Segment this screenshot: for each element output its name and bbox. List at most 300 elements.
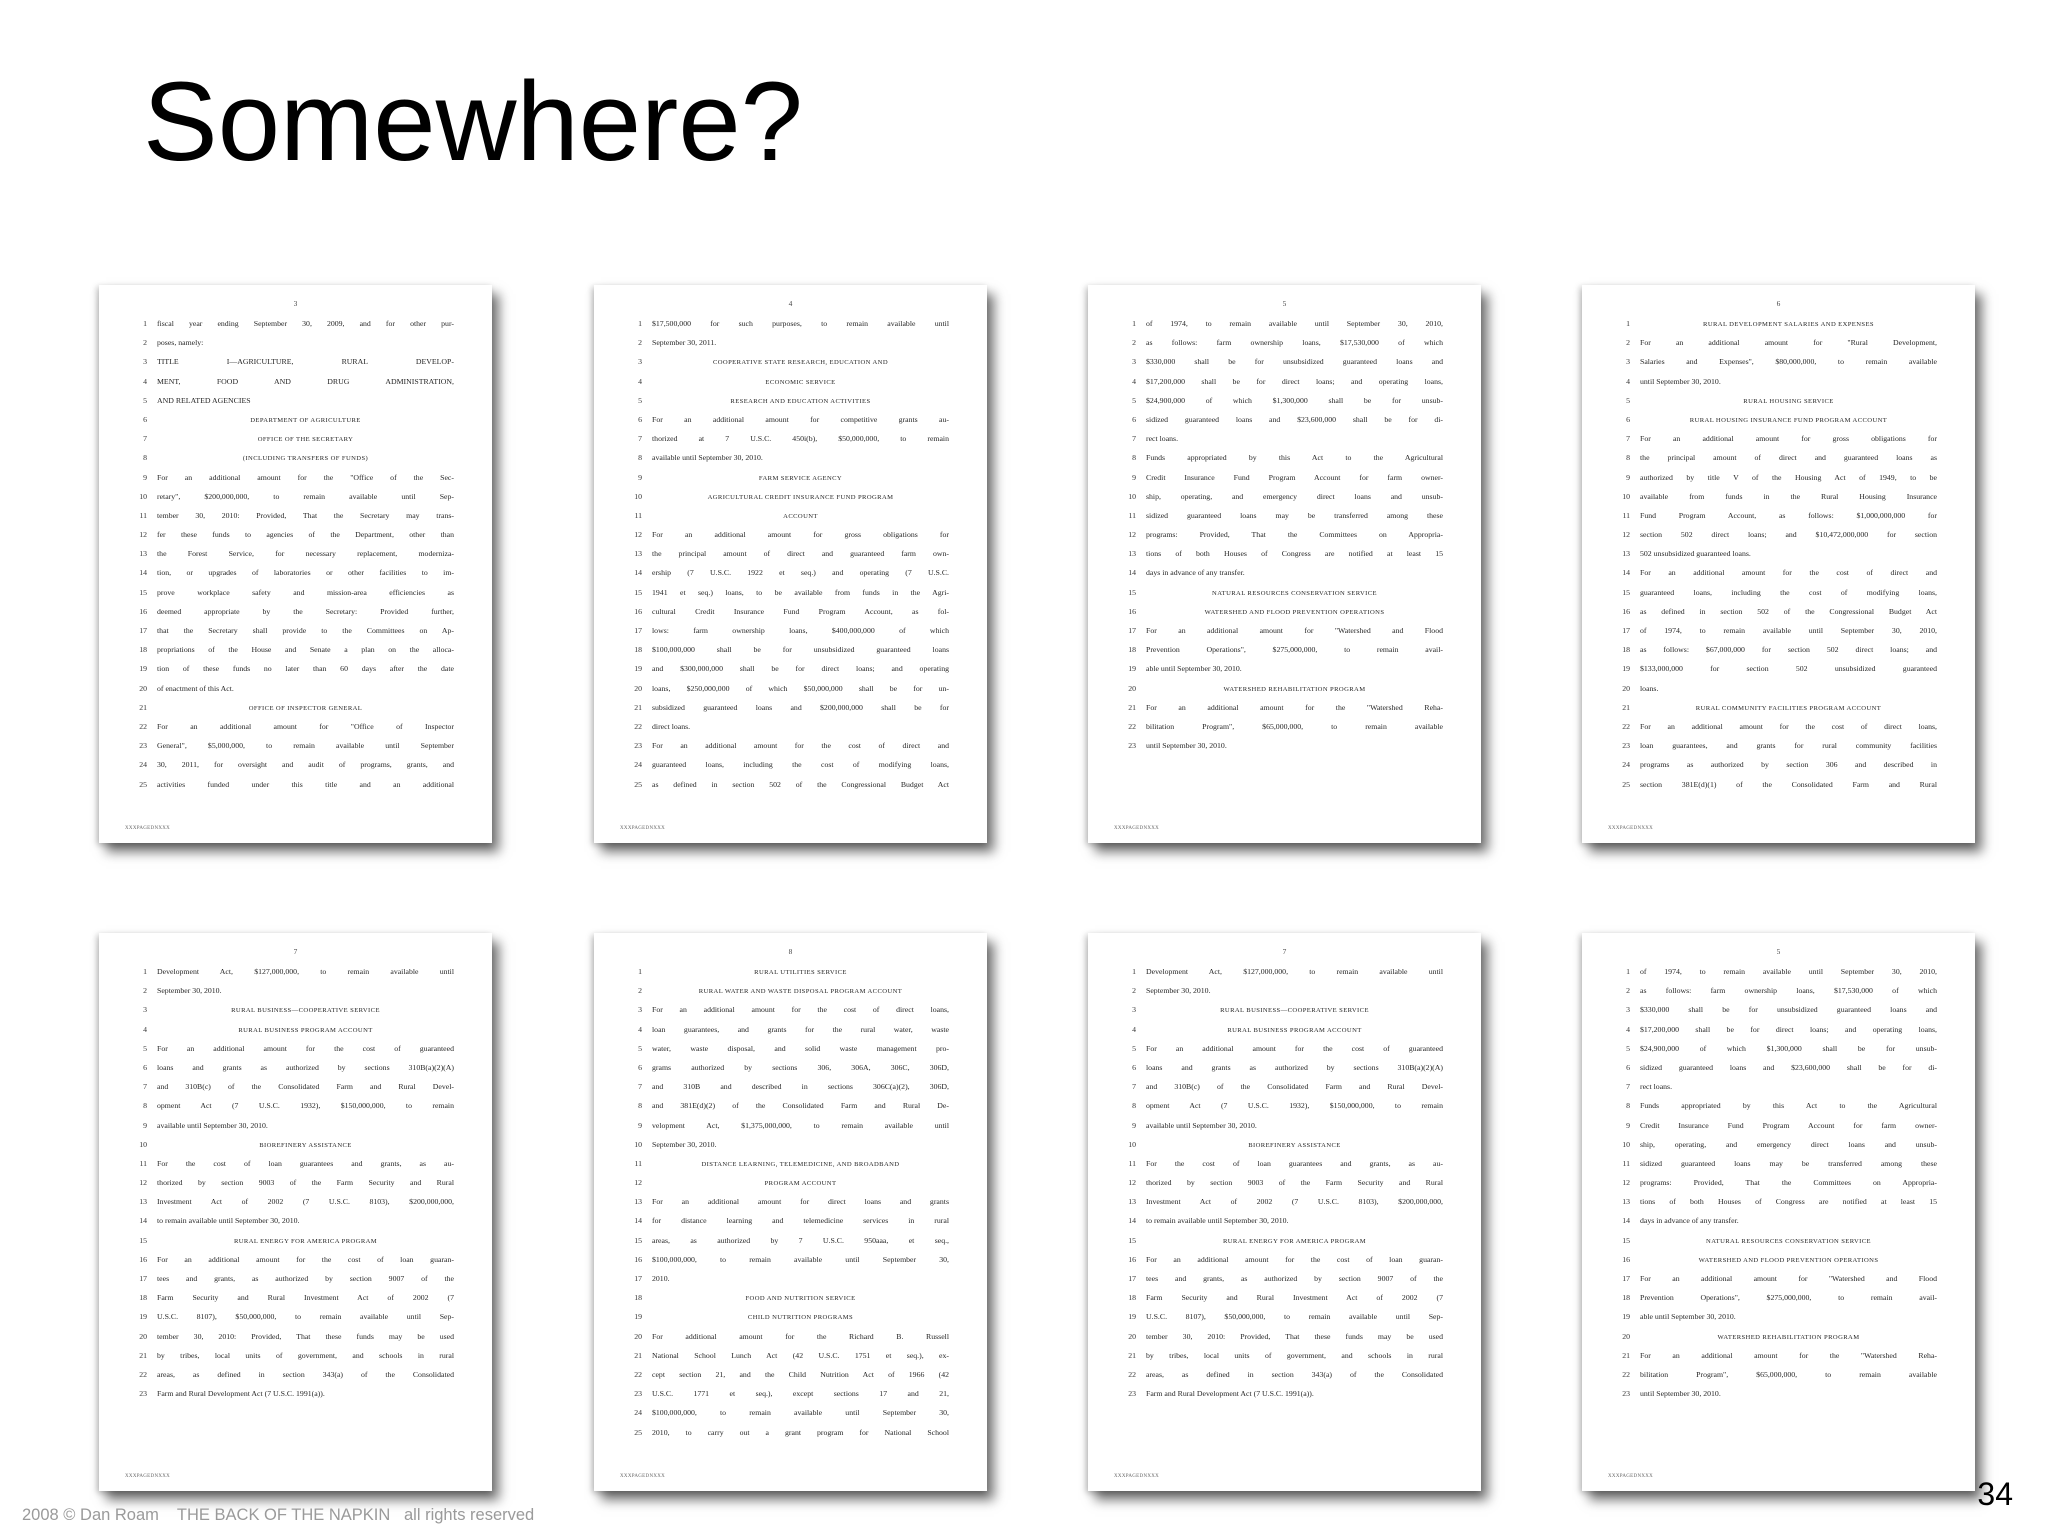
line-number: 15 — [139, 587, 147, 597]
line-number: 1 — [1132, 967, 1136, 976]
text-line — [622, 1159, 949, 1178]
line-text: MENT, FOOD AND DRUG ADMINISTRATION, — [157, 376, 454, 386]
line-text: as follows: farm ownership loans, $17,530,000 of which — [1146, 338, 1443, 348]
section-heading: OFFICE OF INSPECTOR GENERAL — [248, 704, 363, 712]
line-number: 10 — [1128, 491, 1136, 501]
line-number: 14 — [139, 1216, 147, 1226]
line-text: bilitation Program", $65,000,000, to remain available — [1640, 1369, 1937, 1379]
text-line — [622, 1197, 949, 1216]
line-number: 19 — [1128, 1312, 1136, 1322]
line-text: thorized by section 9003 of the Farm Security and Rural — [1146, 1178, 1443, 1188]
page-footer-code: XXXPAGEDNXXX — [1114, 1474, 1160, 1479]
line-text: For an additional amount for the "Watershed Reha- — [1640, 1350, 1937, 1360]
line-text: until September 30, 2010. — [1640, 376, 1721, 386]
section-heading: RURAL BUSINESS PROGRAM ACCOUNT — [1227, 1026, 1362, 1034]
text-line — [1610, 453, 1937, 472]
line-number: 20 — [634, 683, 642, 693]
text-line — [622, 1312, 949, 1331]
text-line — [1116, 1178, 1443, 1197]
line-text: Farm and Rural Development Act (7 U.S.C. 1991(a)). — [1146, 1389, 1314, 1399]
line-text: as follows: $67,000,000 for section 502 direct loans; and — [1640, 645, 1937, 655]
line-text: Salaries and Expenses", $80,000,000, to remain available — [1640, 357, 1937, 367]
line-number: 9 — [1626, 472, 1630, 482]
page-footer-code: XXXPAGEDNXXX — [620, 1474, 666, 1479]
text-line — [127, 377, 454, 396]
line-text: by tribes, local units of government, and schools in rural — [157, 1350, 454, 1360]
line-text: Development Act, $127,000,000, to remain available until — [157, 967, 454, 976]
text-line — [1116, 396, 1443, 415]
text-line — [1610, 1178, 1937, 1197]
text-line — [622, 1178, 949, 1197]
line-text: For an additional amount for the cost of direct loans, — [652, 1005, 949, 1015]
line-text: tember 30, 2010: Provided, That these funds may be used — [1146, 1331, 1443, 1341]
text-line — [622, 1063, 949, 1082]
line-number: 9 — [143, 1120, 147, 1130]
line-number: 9 — [1132, 472, 1136, 482]
text-line — [622, 684, 949, 703]
line-number: 19 — [1128, 664, 1136, 674]
line-number: 2 — [638, 986, 642, 996]
line-text: $100,000,000, to remain available until September 30, — [652, 1408, 949, 1418]
line-text: until September 30, 2010. — [1640, 1389, 1721, 1399]
line-number: 17 — [634, 626, 642, 635]
line-number: 1 — [1626, 319, 1630, 328]
page-text-lines — [622, 319, 949, 799]
line-number: 8 — [1626, 453, 1630, 463]
line-text: velopment Act, $1,375,000,000, to remain available until — [652, 1120, 949, 1130]
text-line — [1610, 1025, 1937, 1044]
text-line — [622, 1140, 949, 1159]
text-line — [1610, 338, 1937, 357]
line-text: September 30, 2010. — [157, 986, 222, 996]
text-line — [127, 741, 454, 760]
page-number: 4 — [788, 299, 793, 308]
page-number: 7 — [1282, 947, 1287, 956]
line-text: for distance learning and telemedicine services in rural — [652, 1216, 949, 1226]
text-line — [1610, 1293, 1937, 1312]
text-line — [127, 1025, 454, 1044]
text-line — [1610, 473, 1937, 492]
text-line — [127, 722, 454, 741]
line-text: days in advance of any transfer. — [1146, 568, 1245, 578]
text-line — [1610, 1101, 1937, 1120]
line-number: 4 — [638, 1024, 642, 1034]
line-text: the principal amount of direct and guaranteed farm own- — [652, 549, 949, 559]
line-text: of 1974, to remain available until September 30, 2010, — [1640, 626, 1937, 635]
section-heading: CHILD NUTRITION PROGRAMS — [747, 1314, 854, 1322]
line-number: 22 — [139, 721, 147, 731]
slide-footer-copyright: 2008 © Dan Roam THE BACK OF THE NAPKIN all rights reserved — [22, 1506, 535, 1524]
line-number: 11 — [1622, 1158, 1630, 1168]
line-number: 24 — [139, 760, 147, 770]
text-line — [127, 1216, 454, 1235]
text-line — [1610, 1332, 1937, 1351]
line-number: 23 — [139, 1389, 147, 1399]
text-line — [1116, 1274, 1443, 1293]
line-number: 22 — [1622, 721, 1630, 731]
text-line — [622, 1255, 949, 1274]
text-line — [1116, 549, 1443, 568]
text-line — [1116, 492, 1443, 511]
line-number: 11 — [1128, 510, 1136, 520]
line-number: 20 — [1128, 1331, 1136, 1341]
text-line — [127, 1140, 454, 1159]
text-line — [1116, 986, 1443, 1005]
text-line — [1610, 1312, 1937, 1331]
page-footer-code: XXXPAGEDNXXX — [1608, 826, 1654, 831]
line-number: 11 — [1128, 1158, 1136, 1168]
text-line — [1116, 1236, 1443, 1255]
line-text: opment Act (7 U.S.C. 1932), $150,000,000, to remain — [1146, 1101, 1443, 1111]
line-number: 3 — [1132, 357, 1136, 367]
line-number: 13 — [1128, 549, 1136, 559]
line-text: thorized at 7 U.S.C. 450i(b), $50,000,000, to remain — [652, 434, 949, 444]
line-number: 15 — [634, 1235, 642, 1245]
line-number: 13 — [634, 549, 642, 559]
line-text: Funds appropriated by this Act to the Agricultural — [1146, 453, 1443, 463]
line-text: For an additional amount for "Rural Development, — [1640, 338, 1937, 348]
line-number: 8 — [1132, 1101, 1136, 1111]
section-heading: RURAL BUSINESS PROGRAM ACCOUNT — [238, 1026, 373, 1034]
text-line — [622, 1044, 949, 1063]
document-page — [1582, 285, 1975, 843]
text-line — [1116, 530, 1443, 549]
text-line — [1610, 1370, 1937, 1389]
line-text: loans. — [1640, 683, 1659, 693]
text-line — [1610, 415, 1937, 434]
section-heading: NATURAL RESOURCES CONSERVATION SERVICE — [1706, 1237, 1871, 1245]
line-number: 17 — [139, 1274, 147, 1283]
line-number: 7 — [638, 434, 642, 444]
line-number: 9 — [638, 1120, 642, 1130]
line-text: $330,000 shall be for unsubsidized guaranteed loans and — [1146, 357, 1443, 367]
line-text: $330,000 shall be for unsubsidized guaranteed loans and — [1640, 1005, 1937, 1015]
text-line — [622, 319, 949, 338]
text-line — [127, 703, 454, 722]
line-text: fiscal year ending September 30, 2009, and for other pur- — [157, 319, 454, 328]
text-line — [1116, 626, 1443, 645]
text-line — [622, 396, 949, 415]
line-text: available until September 30, 2010. — [1146, 1120, 1257, 1130]
text-line — [1116, 588, 1443, 607]
text-line — [622, 588, 949, 607]
text-line — [1116, 357, 1443, 376]
line-number: 23 — [634, 741, 642, 751]
line-text: Fund Program Account, as follows: $1,000,000,000 for — [1640, 510, 1937, 520]
text-line — [127, 645, 454, 664]
document-page — [99, 933, 492, 1491]
text-line — [622, 530, 949, 549]
line-text: by tribes, local units of government, and schools in rural — [1146, 1350, 1443, 1360]
text-line — [127, 549, 454, 568]
section-heading: RURAL WATER AND WASTE DISPOSAL PROGRAM ACCOUNT — [698, 988, 903, 996]
line-text: 30, 2011, for oversight and audit of programs, grants, and — [157, 760, 454, 770]
line-number: 12 — [1622, 530, 1630, 540]
section-heading: (INCLUDING TRANSFERS OF FUNDS) — [242, 455, 369, 463]
page-text-lines — [1116, 319, 1443, 760]
slide-number: 34 — [1977, 1476, 2013, 1512]
line-number: 2 — [1626, 338, 1630, 348]
line-number: 4 — [1626, 1024, 1630, 1034]
line-number: 24 — [634, 760, 642, 770]
line-text: and 310B(c) of the Consolidated Farm and Rural Devel- — [1146, 1082, 1443, 1092]
line-text: For an additional amount for gross obligations for — [1640, 434, 1937, 444]
text-line — [622, 626, 949, 645]
text-line — [622, 1389, 949, 1408]
line-number: 21 — [139, 702, 147, 712]
line-number: 16 — [634, 1254, 642, 1264]
page-footer-code: XXXPAGEDNXXX — [125, 826, 171, 831]
section-heading: RURAL HOUSING INSURANCE FUND PROGRAM ACCOUNT — [1689, 416, 1888, 424]
text-line — [1116, 1159, 1443, 1178]
line-number: 22 — [1128, 1369, 1136, 1379]
line-number: 25 — [1622, 779, 1630, 789]
line-number: 18 — [634, 645, 642, 655]
line-text: loan guarantees, and grants for the rural water, waste — [652, 1024, 949, 1034]
line-number: 17 — [634, 1274, 642, 1283]
text-line — [1116, 1063, 1443, 1082]
line-number: 7 — [1626, 1082, 1630, 1092]
line-number: 9 — [143, 472, 147, 482]
line-text: subsidized guaranteed loans and $200,000,000 shall be for — [652, 702, 949, 712]
line-text: General", $5,000,000, to remain available until September — [157, 741, 454, 751]
section-heading: PROGRAM ACCOUNT — [764, 1180, 837, 1188]
text-line — [127, 588, 454, 607]
line-number: 22 — [634, 721, 642, 731]
document-page — [594, 933, 987, 1491]
line-number: 16 — [1128, 606, 1136, 616]
text-line — [622, 1351, 949, 1370]
text-line — [622, 741, 949, 760]
line-text: For an additional amount for direct loans and grants — [652, 1197, 949, 1207]
line-text: For an additional amount for gross obligations for — [652, 530, 949, 540]
page-text-lines — [127, 319, 454, 799]
line-number: 6 — [143, 414, 147, 424]
document-page — [1582, 933, 1975, 1491]
line-text: For an additional amount for the "Office of the Sec- — [157, 472, 454, 482]
text-line — [622, 986, 949, 1005]
text-line — [1610, 722, 1937, 741]
text-line — [127, 1274, 454, 1293]
line-number: 15 — [1128, 587, 1136, 597]
line-text: bilitation Program", $65,000,000, to remain available — [1146, 721, 1443, 731]
line-text: $100,000,000 shall be for unsubsidized guaranteed loans — [652, 645, 949, 655]
line-number: 10 — [1622, 491, 1630, 501]
line-number: 25 — [634, 779, 642, 789]
line-number: 23 — [1128, 1389, 1136, 1399]
line-text: Investment Act of 2002 (7 U.S.C. 8103), $200,000,000, — [157, 1197, 454, 1207]
line-text: able until September 30, 2010. — [1640, 1312, 1736, 1322]
line-number: 2 — [1626, 986, 1630, 996]
text-line — [127, 1389, 454, 1408]
line-number: 18 — [1128, 645, 1136, 655]
section-heading: RURAL BUSINESS—COOPERATIVE SERVICE — [231, 1007, 380, 1015]
line-number: 10 — [634, 491, 642, 501]
line-number: 22 — [1622, 1369, 1630, 1379]
line-text: areas, as authorized by 7 U.S.C. 950aaa, et seq., — [652, 1235, 949, 1245]
line-text: sidized guaranteed loans and $23,600,000 shall be for di- — [1640, 1062, 1937, 1072]
line-text: guaranteed loans, including the cost of modifying loans, — [652, 760, 949, 770]
line-text: cultural Credit Insurance Fund Program Account, as fol- — [652, 606, 949, 616]
line-number: 16 — [139, 1254, 147, 1264]
line-text: $24,900,000 of which $1,300,000 shall be for unsub- — [1640, 1043, 1937, 1053]
line-number: 19 — [1622, 1312, 1630, 1322]
line-text: to remain available until September 30, 2010. — [157, 1216, 300, 1226]
page-text-lines — [1610, 319, 1937, 799]
line-text: able until September 30, 2010. — [1146, 664, 1242, 674]
text-line — [1610, 1274, 1937, 1293]
text-line — [622, 760, 949, 779]
line-number: 16 — [1128, 1254, 1136, 1264]
section-heading: RURAL HOUSING SERVICE — [1743, 397, 1834, 405]
line-number: 8 — [638, 1101, 642, 1111]
line-number: 12 — [1128, 1178, 1136, 1188]
line-number: 5 — [1132, 1043, 1136, 1053]
line-text: September 30, 2010. — [1146, 986, 1211, 996]
line-number: 10 — [1622, 1139, 1630, 1149]
text-line — [622, 607, 949, 626]
line-text: fer these funds to agencies of the Department, other than — [157, 530, 454, 540]
text-line — [622, 1274, 949, 1293]
line-number: 21 — [634, 1350, 642, 1360]
section-heading: RURAL UTILITIES SERVICE — [754, 969, 847, 976]
section-heading: RESEARCH AND EDUCATION ACTIVITIES — [730, 397, 871, 405]
text-line — [127, 492, 454, 511]
text-line — [622, 967, 949, 986]
text-line — [127, 780, 454, 799]
section-heading: WATERSHED AND FLOOD PREVENTION OPERATIONS — [1698, 1256, 1879, 1264]
text-line — [1610, 1236, 1937, 1255]
text-line — [1610, 967, 1937, 986]
line-number: 14 — [1128, 1216, 1136, 1226]
line-number: 2 — [143, 986, 147, 996]
line-number: 1 — [638, 967, 642, 976]
line-text: tions of both Houses of Congress are notified at least 15 — [1146, 549, 1443, 559]
line-text: $133,000,000 for section 502 unsubsidized guaranteed — [1640, 664, 1937, 674]
page-footer-code: XXXPAGEDNXXX — [1114, 826, 1160, 831]
line-number: 3 — [638, 1005, 642, 1015]
text-line — [127, 1293, 454, 1312]
line-text: of 1974, to remain available until September 30, 2010, — [1146, 319, 1443, 328]
line-number: 17 — [1128, 626, 1136, 635]
section-heading: ECONOMIC SERVICE — [765, 378, 836, 386]
text-line — [622, 473, 949, 492]
text-line — [622, 1216, 949, 1235]
line-text: and 310B and described in sections 306C(a)(2), 306D, — [652, 1082, 949, 1092]
text-line — [127, 1197, 454, 1216]
section-heading: ACCOUNT — [783, 512, 818, 520]
text-line — [1610, 780, 1937, 799]
text-line — [1116, 511, 1443, 530]
text-line — [1116, 1255, 1443, 1274]
line-text: $17,500,000 for such purposes, to remain available until — [652, 319, 949, 328]
text-line — [622, 1082, 949, 1101]
line-number: 21 — [139, 1350, 147, 1360]
line-number: 25 — [139, 779, 147, 789]
text-line — [1116, 1293, 1443, 1312]
line-number: 9 — [638, 472, 642, 482]
text-line — [1116, 722, 1443, 741]
line-text: lows: farm ownership loans, $400,000,000 of which — [652, 626, 949, 635]
text-line — [1116, 1332, 1443, 1351]
text-line — [1116, 1082, 1443, 1101]
page-number: 5 — [1282, 299, 1287, 308]
text-line — [1116, 664, 1443, 683]
line-number: 19 — [634, 664, 642, 674]
text-line — [622, 780, 949, 799]
line-text: $17,200,000 shall be for direct loans; and operating loans, — [1640, 1024, 1937, 1034]
section-heading: FOOD AND NUTRITION SERVICE — [745, 1295, 856, 1303]
line-number: 13 — [139, 1197, 147, 1207]
line-number: 18 — [139, 1293, 147, 1303]
text-line — [1116, 415, 1443, 434]
text-line — [1610, 1389, 1937, 1408]
text-line — [127, 511, 454, 530]
text-line — [622, 703, 949, 722]
line-number: 8 — [143, 1101, 147, 1111]
text-line — [127, 986, 454, 1005]
line-text: September 30, 2010. — [652, 1139, 717, 1149]
line-number: 6 — [638, 414, 642, 424]
line-text: Credit Insurance Fund Program Account for farm owner- — [1146, 472, 1443, 482]
line-number: 11 — [139, 1158, 147, 1168]
line-number: 9 — [1626, 1120, 1630, 1130]
line-number: 14 — [1622, 568, 1630, 578]
text-line — [127, 453, 454, 472]
text-line — [1610, 549, 1937, 568]
text-line — [1610, 1121, 1937, 1140]
line-text: 2010, to carry out a grant program for National School — [652, 1427, 949, 1437]
line-text: TITLE I—AGRICULTURE, RURAL DEVELOP- — [157, 357, 454, 367]
page-number: 5 — [1776, 947, 1781, 956]
line-text: Development Act, $127,000,000, to remain available until — [1146, 967, 1443, 976]
text-line — [1116, 1389, 1443, 1408]
line-text: guaranteed loans, including the cost of modifying loans, — [1640, 587, 1937, 597]
line-text: and 381E(d)(2) of the Consolidated Farm and Rural De- — [652, 1101, 949, 1111]
text-line — [127, 1044, 454, 1063]
line-text: loans, $250,000,000 of which $50,000,000 shall be for un- — [652, 683, 949, 693]
text-line — [127, 1121, 454, 1140]
line-text: Prevention Operations", $275,000,000, to remain avail- — [1640, 1293, 1937, 1303]
line-text: tember 30, 2010: Provided, That the Secretary may trans- — [157, 510, 454, 520]
line-text: grams authorized by sections 306, 306A, 306C, 306D, — [652, 1062, 949, 1072]
line-text: For an additional amount for "Office of Inspector — [157, 721, 454, 731]
text-line — [622, 434, 949, 453]
text-line — [1610, 568, 1937, 587]
line-number: 16 — [634, 606, 642, 616]
line-text: tions of both Houses of Congress are notified at least 15 — [1640, 1197, 1937, 1207]
line-text: Funds appropriated by this Act to the Agricultural — [1640, 1101, 1937, 1111]
line-text: rect loans. — [1640, 1082, 1673, 1092]
line-number: 15 — [1128, 1235, 1136, 1245]
line-text: Farm Security and Rural Investment Act of 2002 (7 — [157, 1293, 454, 1303]
line-text: until September 30, 2010. — [1146, 741, 1227, 751]
line-text: For additional amount for the Richard B. Russell — [652, 1331, 949, 1341]
line-number: 4 — [1626, 376, 1630, 386]
line-number: 10 — [139, 1139, 147, 1149]
section-heading: OFFICE OF THE SECRETARY — [257, 436, 354, 444]
line-number: 17 — [1622, 626, 1630, 635]
line-number: 20 — [139, 683, 147, 693]
text-line — [127, 1351, 454, 1370]
text-line — [127, 530, 454, 549]
text-line — [622, 511, 949, 530]
line-text: For an additional amount for "Watershed and Flood — [1146, 626, 1443, 635]
line-number: 10 — [139, 491, 147, 501]
text-line — [1116, 1370, 1443, 1389]
line-text: $100,000,000, to remain available until September 30, — [652, 1254, 949, 1264]
line-number: 19 — [1622, 664, 1630, 674]
